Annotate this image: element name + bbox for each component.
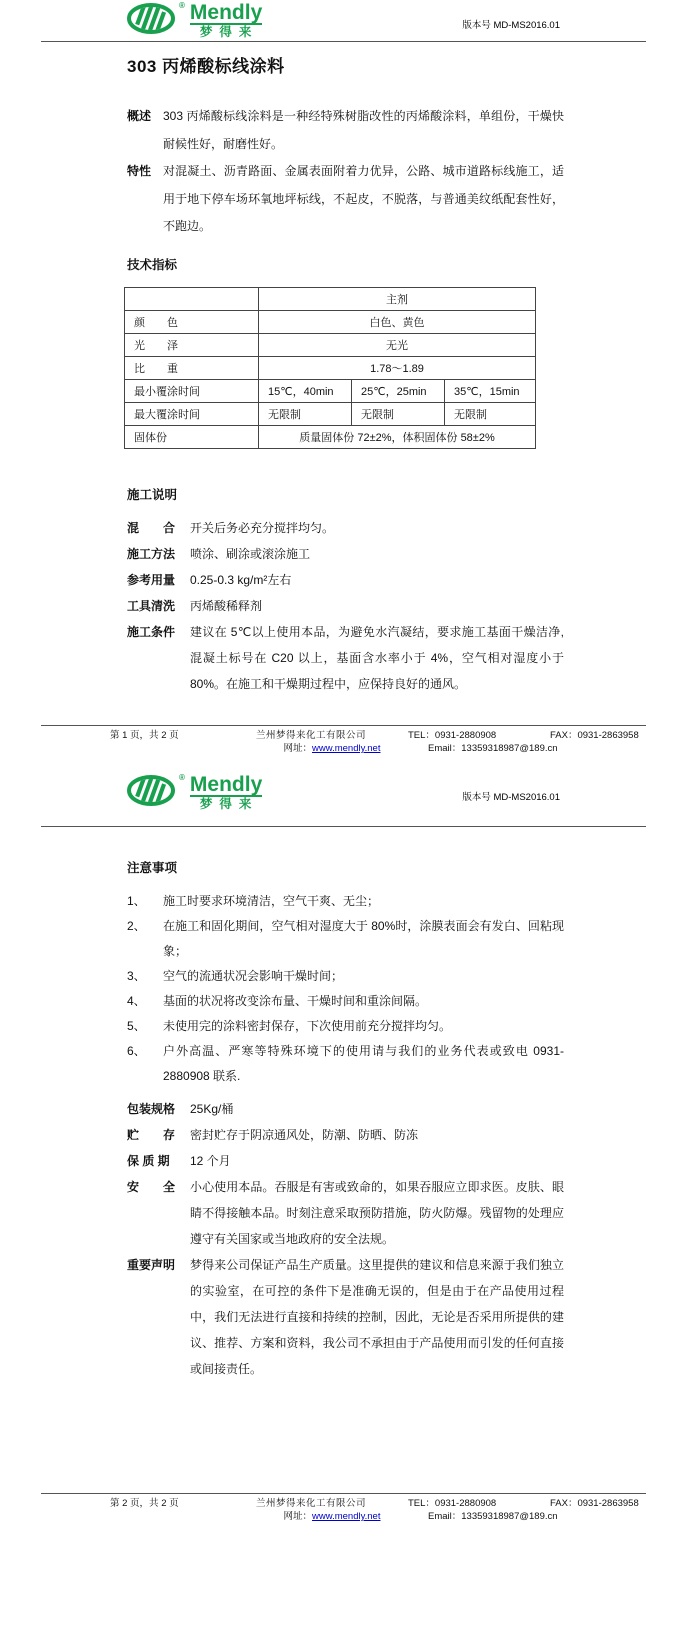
table-cell-value: 白色、黄色 <box>259 310 536 333</box>
table-cell-label: 比 重 <box>125 356 259 379</box>
note-item-2 <box>127 914 564 964</box>
table-cell-value: 无限制 <box>352 402 445 425</box>
page-2 <box>0 760 687 1638</box>
table-cell-label: 最大覆涂时间 <box>125 402 259 425</box>
table-cell-value: 无限制 <box>259 402 352 425</box>
brand-name-en: Mendly <box>189 773 263 796</box>
website-field <box>256 742 408 755</box>
header-divider <box>41 826 646 827</box>
field-text: 密封贮存于阴凉通风处，防潮、防晒、防冻 <box>190 1128 419 1142</box>
note-text: 空气的流通状况会影响干燥时间； <box>163 969 344 983</box>
footer-row-2 <box>110 742 645 755</box>
brand-name-en: Mendly <box>189 1 263 24</box>
note-text: 户外高温、严寒等特殊环境下的使用请与我们的业务代表或致电 0931-2880908 联系. <box>163 1044 564 1083</box>
table-cell-value: 无光 <box>259 333 536 356</box>
field-text: 梦得来公司保证产品生产质量。这里提供的建议和信息来源于我们独立的实验室，在可控的条件下是准确无误的，但是由于在产品使用过程中，我们无法进行直接和持续的控制，因此，无论是否采用所提供的建议、推荐、方案和资料，我公司不承担由于产品使用而引发的任何直接或间接责任。 <box>190 1258 564 1376</box>
registered-trademark-icon: ® <box>179 773 185 782</box>
note-item-3 <box>127 964 564 989</box>
field-shelf-life <box>127 1148 564 1174</box>
table-cell-main-agent: 主剂 <box>259 287 536 310</box>
email-label: Email：13359318987@189.cn <box>428 743 558 754</box>
notes-heading: 注意事项 <box>127 861 178 875</box>
brand-logo <box>127 775 262 811</box>
brand-name-cn: 梦得来 <box>199 797 259 811</box>
table-row-min-recoat <box>125 379 536 402</box>
field-packaging <box>127 1096 564 1122</box>
page2-footer <box>0 1493 687 1523</box>
item-label: 施工条件 <box>127 624 176 639</box>
construction-item-method <box>127 541 564 567</box>
table-cell-label: 最小覆涂时间 <box>125 379 259 402</box>
page1-footer <box>0 725 687 755</box>
tech-spec-table <box>124 287 536 449</box>
page1-header <box>0 0 687 41</box>
item-label: 工具清洗 <box>127 598 176 613</box>
note-number: 5、 <box>127 1019 146 1033</box>
version-label: 版本号 MD-MS2016.01 <box>462 20 560 31</box>
note-text: 在施工和固化期间，空气相对湿度大于 80%时，涂膜表面会有发白、回粘现象； <box>163 919 564 958</box>
brand-logo <box>127 3 262 39</box>
brand-logo-text <box>190 3 262 39</box>
field-storage <box>127 1122 564 1148</box>
field-label: 包装规格 <box>127 1102 176 1116</box>
product-title: 303 丙烯酸标线涂料 <box>127 57 285 76</box>
field-label: 保 质 期 <box>127 1154 170 1168</box>
website-label: 网址： <box>283 743 313 754</box>
note-text: 施工时要求环境清洁，空气干爽、无尘； <box>163 894 380 908</box>
table-cell-value: 35℃，15min <box>445 379 536 402</box>
field-label: 重要声明 <box>127 1258 176 1272</box>
footer-row-1 <box>110 729 645 742</box>
features-text: 对混凝土、沥青路面、金属表面附着力优异，公路、城市道路标线施工，适用于地下停车场环氧地坪标线，不起皮，不脱落，与普通美纹纸配套性好，不跑边。 <box>163 164 564 233</box>
table-row-header <box>125 287 536 310</box>
item-text: 开关后务必充分搅拌均匀。 <box>190 520 335 535</box>
construction-item-mixing <box>127 515 564 541</box>
table-row-gloss <box>125 333 536 356</box>
table-cell-label: 颜 色 <box>125 310 259 333</box>
item-text: 丙烯酸稀释剂 <box>190 598 263 613</box>
page-number-label: 第 2 页，共 2 页 <box>110 1498 179 1509</box>
website-link[interactable]: www.mendly.net <box>312 1511 381 1522</box>
mendly-oval-icon <box>127 775 179 806</box>
construction-heading: 施工说明 <box>127 487 178 502</box>
table-cell-label: 固体份 <box>125 425 259 448</box>
mendly-oval-icon <box>127 3 179 34</box>
tech-spec-heading: 技术指标 <box>127 257 178 272</box>
overview-section <box>127 103 564 158</box>
note-number: 4、 <box>127 994 146 1008</box>
brand-logo-text <box>190 775 262 811</box>
table-row-max-recoat <box>125 402 536 425</box>
table-cell-value: 1.78～1.89 <box>259 356 536 379</box>
overview-text: 303 丙烯酸标线涂料是一种经特殊树脂改性的丙烯酸涂料，单组份，干燥快耐候性好，耐磨性好。 <box>163 109 564 151</box>
table-cell-value: 25℃，25min <box>352 379 445 402</box>
field-text: 12 个月 <box>190 1154 231 1168</box>
fax-label: FAX：0931-2863958 <box>550 730 639 741</box>
overview-label: 概述 <box>127 109 152 123</box>
page2-fields <box>0 1096 687 1382</box>
construction-item-dosage <box>127 567 564 593</box>
page1-content <box>0 103 687 241</box>
table-row-solids <box>125 425 536 448</box>
website-field <box>256 1510 408 1523</box>
note-item-5 <box>127 1014 564 1039</box>
website-link[interactable]: www.mendly.net <box>312 743 381 754</box>
table-cell-value: 无限制 <box>445 402 536 425</box>
footer-info <box>0 726 687 755</box>
registered-trademark-icon: ® <box>179 1 185 10</box>
features-label: 特性 <box>127 164 152 178</box>
note-item-1 <box>127 889 564 914</box>
table-cell-label: 光 泽 <box>125 333 259 356</box>
version-label: 版本号 MD-MS2016.01 <box>462 792 560 803</box>
note-item-4 <box>127 989 564 1014</box>
note-number: 3、 <box>127 969 146 983</box>
item-label: 施工方法 <box>127 546 176 561</box>
footer-row-1 <box>110 1497 645 1510</box>
item-text: 喷涂、刷涂或滚涂施工 <box>190 546 311 561</box>
table-cell-value: 质量固体份 72±2%，体积固体份 58±2% <box>259 425 536 448</box>
note-number: 2、 <box>127 919 146 933</box>
note-number: 6、 <box>127 1044 146 1058</box>
construction-item-conditions <box>127 619 564 697</box>
table-cell-value: 15℃，40min <box>259 379 352 402</box>
field-text: 小心使用本品。吞服是有害或致命的，如果吞服应立即求医。皮肤、眼睛不得接触本品。时刻注意采取预防措施，防火防爆。残留物的处理应遵守有关国家或当地政府的安全法规。 <box>190 1180 564 1246</box>
construction-item-cleaning <box>127 593 564 619</box>
company-name: 兰州梦得来化工有限公司 <box>256 730 367 741</box>
field-disclaimer <box>127 1252 564 1382</box>
construction-items <box>0 515 687 697</box>
table-cell-empty <box>125 287 259 310</box>
field-text: 25Kg/桶 <box>190 1102 234 1116</box>
item-text: 建议在 5℃以上使用本品，为避免水汽凝结，要求施工基面干燥洁净, 混凝土标号在 C20 以上，基面含水率小于 4%，空气相对湿度小于 80%。在施工和干燥期过程中，应保持良好的通风。 <box>190 624 564 691</box>
field-label: 安 全 <box>127 1180 176 1194</box>
header-divider <box>41 41 646 42</box>
page2-header <box>0 760 687 813</box>
email-label: Email：13359318987@189.cn <box>428 1511 558 1522</box>
note-text: 基面的状况将改变涂布量、干燥时间和重涂间隔。 <box>163 994 428 1008</box>
item-label: 参考用量 <box>127 572 176 587</box>
fax-label: FAX：0931-2863958 <box>550 1498 639 1509</box>
brand-name-cn: 梦得来 <box>199 25 259 39</box>
table-row-density <box>125 356 536 379</box>
item-text: 0.25-0.3 kg/m²左右 <box>190 572 292 587</box>
website-label: 网址： <box>283 1511 313 1522</box>
table-row-color <box>125 310 536 333</box>
note-text: 未使用完的涂料密封保存，下次使用前充分搅拌均匀。 <box>163 1019 452 1033</box>
note-number: 1、 <box>127 894 146 908</box>
page-1 <box>0 0 687 760</box>
footer-row-2 <box>110 1510 645 1523</box>
company-name: 兰州梦得来化工有限公司 <box>256 1498 367 1509</box>
notes-list <box>0 889 687 1089</box>
field-label: 贮 存 <box>127 1128 176 1142</box>
item-label: 混 合 <box>127 520 176 535</box>
note-item-6 <box>127 1039 564 1089</box>
page-number-label: 第 1 页，共 2 页 <box>110 730 179 741</box>
tel-label: TEL：0931-2880908 <box>408 1498 497 1509</box>
field-safety <box>127 1174 564 1252</box>
tel-label: TEL：0931-2880908 <box>408 730 497 741</box>
features-section <box>127 158 564 241</box>
footer-info <box>0 1494 687 1523</box>
